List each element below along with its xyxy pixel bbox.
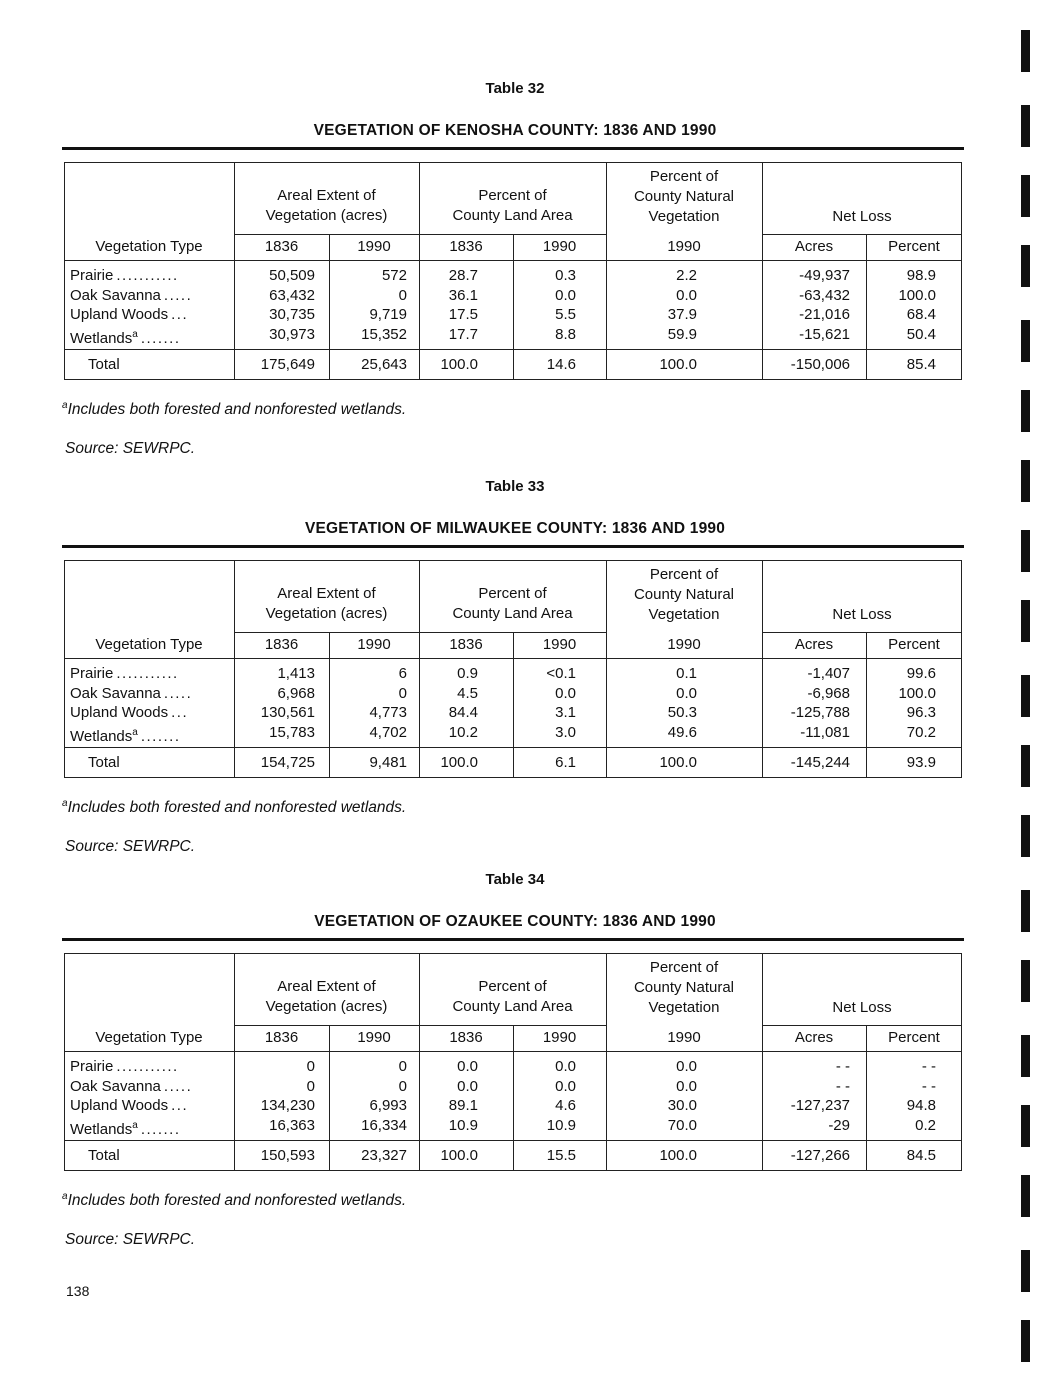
header-areal-extent: Areal Extent of bbox=[277, 187, 376, 204]
vegetation-type: Oak Savanna bbox=[70, 286, 161, 304]
net-loss-acres: -125,788 bbox=[790, 704, 850, 721]
row-label bbox=[70, 1077, 230, 1096]
row-label bbox=[70, 1116, 230, 1139]
vegetation-type: Oak Savanna bbox=[70, 684, 161, 702]
scan-margin-bar bbox=[1021, 390, 1030, 432]
header-percent-natural-county: County Natural bbox=[633, 979, 735, 996]
table-block bbox=[0, 478, 1058, 868]
net-loss-percent: - - bbox=[921, 1077, 936, 1095]
total-land-pct-1836: 100.0 bbox=[440, 356, 478, 373]
acres-1836: 30,735 bbox=[269, 306, 315, 323]
header-percent-natural-county: County Natural bbox=[633, 586, 735, 603]
header-percent-land: Percent of bbox=[478, 585, 547, 602]
natural-pct-1990: 0.0 bbox=[676, 1058, 697, 1075]
net-loss-acres: -15,621 bbox=[799, 325, 850, 343]
header-vegetation-type: Vegetation Type bbox=[95, 1029, 203, 1046]
net-loss-acres: -1,407 bbox=[807, 665, 850, 682]
header-acres: Acres bbox=[794, 636, 834, 653]
dot-leader: ........... bbox=[116, 267, 179, 284]
header-percent-natural: Percent of bbox=[649, 959, 719, 976]
net-loss-percent: 98.9 bbox=[906, 267, 936, 284]
land-pct-1990: 4.6 bbox=[555, 1097, 576, 1114]
header-year: 1990 bbox=[357, 636, 391, 653]
scan-margin-bar bbox=[1021, 30, 1030, 72]
header-year: 1836 bbox=[449, 636, 483, 653]
header-net-loss: Net Loss bbox=[832, 999, 892, 1016]
natural-pct-1990: 0.0 bbox=[676, 684, 697, 702]
footnote bbox=[62, 400, 406, 419]
scan-margin-bar bbox=[1021, 105, 1030, 147]
land-pct-1990: 5.5 bbox=[555, 306, 576, 323]
vegetation-type: Prairie bbox=[70, 665, 114, 682]
vegetation-type: Oak Savanna bbox=[70, 1077, 161, 1095]
header-year: 1836 bbox=[264, 636, 299, 653]
dot-leader: ....... bbox=[140, 727, 181, 745]
scan-margin-bar bbox=[1021, 1175, 1030, 1217]
group-header-line bbox=[234, 632, 606, 633]
acres-1836: 1,413 bbox=[277, 665, 315, 682]
header-vegetation-type: Vegetation Type bbox=[95, 238, 203, 255]
acres-1990: 0 bbox=[398, 684, 407, 702]
dot-leader: ... bbox=[171, 1097, 189, 1114]
header-year: 1990 bbox=[542, 636, 577, 653]
header-areal-extent: Areal Extent of bbox=[277, 978, 376, 995]
land-pct-1836: 0.9 bbox=[457, 665, 478, 682]
footnote-marker: a bbox=[62, 1191, 68, 1202]
group-header-line bbox=[762, 632, 962, 633]
footnote bbox=[62, 798, 406, 817]
header-year: 1990 bbox=[542, 238, 577, 255]
scan-margin-bar bbox=[1021, 320, 1030, 362]
total-acres-1836: 175,649 bbox=[260, 356, 315, 373]
land-pct-1836: 89.1 bbox=[448, 1097, 478, 1114]
header-year: 1990 bbox=[542, 1029, 577, 1046]
scan-margin-bar bbox=[1021, 1105, 1030, 1147]
net-loss-percent: 100.0 bbox=[898, 684, 936, 702]
natural-pct-1990: 2.2 bbox=[676, 267, 697, 284]
net-loss-percent: 99.6 bbox=[906, 665, 936, 682]
land-pct-1836: 10.9 bbox=[448, 1116, 478, 1134]
net-loss-percent: - - bbox=[921, 1058, 936, 1075]
total-net-loss-acres: -127,266 bbox=[790, 1147, 850, 1164]
natural-pct-1990: 0.0 bbox=[676, 286, 697, 304]
acres-1836: 15,783 bbox=[269, 723, 315, 741]
total-net-loss-acres: -150,006 bbox=[790, 356, 850, 373]
header-percent-natural-veg: Vegetation bbox=[648, 606, 720, 623]
total-land-pct-1836: 100.0 bbox=[440, 1147, 478, 1164]
land-pct-1836: 17.7 bbox=[448, 325, 478, 343]
header-percent-natural-veg: Vegetation bbox=[648, 999, 720, 1016]
land-pct-1836: 17.5 bbox=[448, 306, 478, 323]
scan-margin-bar bbox=[1021, 1320, 1030, 1362]
title-rule bbox=[62, 545, 964, 548]
natural-pct-1990: 50.3 bbox=[667, 704, 697, 721]
row-label bbox=[70, 664, 230, 683]
vegetation-type: Wetlands bbox=[70, 727, 133, 745]
dot-leader: ........... bbox=[116, 665, 179, 682]
table-caption: Table 34 bbox=[485, 871, 545, 888]
land-pct-1836: 10.2 bbox=[448, 723, 478, 741]
total-land-pct-1990: 15.5 bbox=[546, 1147, 576, 1164]
total-land-pct-1836: 100.0 bbox=[440, 754, 478, 771]
scan-margin-bar bbox=[1021, 530, 1030, 572]
acres-1836: 134,230 bbox=[260, 1097, 315, 1114]
land-pct-1836: 4.5 bbox=[457, 684, 478, 702]
net-loss-percent: 100.0 bbox=[898, 286, 936, 304]
net-loss-acres: -11,081 bbox=[800, 723, 850, 741]
dot-leader: ..... bbox=[163, 286, 193, 304]
net-loss-percent: 96.3 bbox=[906, 704, 936, 721]
scan-margin-bar bbox=[1021, 245, 1030, 287]
source-note: Source: SEWRPC. bbox=[65, 838, 196, 855]
acres-1836: 0 bbox=[306, 1077, 315, 1095]
land-pct-1990: 10.9 bbox=[546, 1116, 576, 1134]
row-label bbox=[70, 286, 230, 305]
acres-1836: 63,432 bbox=[269, 286, 315, 304]
land-pct-1990: 0.0 bbox=[555, 684, 576, 702]
header-areal-extent-unit: Vegetation (acres) bbox=[265, 207, 388, 224]
table-title: VEGETATION OF MILWAUKEE COUNTY: 1836 AND 1990 bbox=[304, 520, 726, 537]
natural-pct-1990: 49.6 bbox=[667, 723, 697, 741]
header-percent-natural: Percent of bbox=[649, 168, 719, 185]
dot-leader: ....... bbox=[140, 329, 181, 347]
dot-leader: ....... bbox=[140, 1120, 181, 1138]
land-pct-1990: 0.0 bbox=[555, 286, 576, 304]
footnote-marker: a bbox=[132, 726, 138, 738]
dot-leader: ..... bbox=[163, 684, 193, 702]
total-acres-1836: 150,593 bbox=[260, 1147, 315, 1164]
acres-1990: 572 bbox=[381, 267, 407, 284]
total-natural-pct: 100.0 bbox=[659, 754, 697, 771]
footnote-marker: a bbox=[132, 328, 138, 340]
scan-margin-bar bbox=[1021, 815, 1030, 857]
total-land-pct-1990: 14.6 bbox=[546, 356, 576, 373]
table-title: VEGETATION OF KENOSHA COUNTY: 1836 AND 1990 bbox=[313, 122, 717, 139]
footnote-marker: a bbox=[62, 400, 68, 411]
net-loss-acres: -63,432 bbox=[799, 286, 850, 304]
natural-pct-1990: 0.0 bbox=[676, 1077, 697, 1095]
row-label bbox=[70, 325, 230, 348]
net-loss-percent: 68.4 bbox=[906, 306, 936, 323]
header-year: 1990 bbox=[357, 238, 391, 255]
land-pct-1990: 0.3 bbox=[555, 267, 576, 284]
total-label: Total bbox=[88, 1147, 120, 1164]
vegetation-type: Upland Woods bbox=[70, 306, 169, 323]
source-note: Source: SEWRPC. bbox=[65, 440, 196, 457]
total-label: Total bbox=[88, 356, 120, 373]
natural-pct-1990: 37.9 bbox=[667, 306, 697, 323]
acres-1990: 6,993 bbox=[369, 1097, 407, 1114]
row-label bbox=[70, 266, 230, 285]
scan-margin-bar bbox=[1021, 600, 1030, 642]
land-pct-1836: 0.0 bbox=[457, 1077, 478, 1095]
table-caption: Table 33 bbox=[485, 478, 545, 495]
group-header-line bbox=[762, 1025, 962, 1026]
footnote bbox=[62, 1191, 406, 1210]
header-percent: Percent bbox=[888, 1029, 940, 1046]
land-pct-1990: 3.0 bbox=[555, 723, 576, 741]
land-pct-1990: 3.1 bbox=[555, 704, 576, 721]
header-areal-extent-unit: Vegetation (acres) bbox=[265, 605, 388, 622]
table-block bbox=[0, 871, 1058, 1261]
title-rule bbox=[62, 938, 964, 941]
header-year: 1990 bbox=[667, 1029, 701, 1046]
total-acres-1990: 9,481 bbox=[369, 754, 407, 771]
row-label bbox=[70, 703, 230, 722]
land-pct-1990: <0.1 bbox=[546, 665, 576, 682]
net-loss-percent: 70.2 bbox=[906, 723, 936, 741]
header-percent: Percent bbox=[888, 636, 940, 653]
header-percent-land: Percent of bbox=[478, 978, 547, 995]
footnote-text: Includes both forested and nonforested wetlands. bbox=[67, 401, 407, 418]
total-land-pct-1990: 6.1 bbox=[555, 754, 576, 771]
footnote-text: Includes both forested and nonforested wetlands. bbox=[67, 799, 407, 816]
vegetation-type: Wetlands bbox=[70, 1120, 133, 1138]
scan-margin-bar bbox=[1021, 745, 1030, 787]
header-year: 1990 bbox=[357, 1029, 391, 1046]
net-loss-percent: 50.4 bbox=[906, 325, 936, 343]
scan-margin-bar bbox=[1021, 960, 1030, 1002]
header-acres: Acres bbox=[794, 238, 834, 255]
vegetation-type: Prairie bbox=[70, 1058, 114, 1075]
total-net-loss-percent: 85.4 bbox=[906, 356, 936, 373]
header-percent-natural: Percent of bbox=[649, 566, 719, 583]
header-percent-land-area: County Land Area bbox=[452, 998, 573, 1015]
header-percent-natural-county: County Natural bbox=[633, 188, 735, 205]
total-label: Total bbox=[88, 754, 120, 771]
header-net-loss: Net Loss bbox=[832, 208, 892, 225]
net-loss-percent: 94.8 bbox=[906, 1097, 936, 1114]
row-label bbox=[70, 723, 230, 746]
dot-leader: ........... bbox=[116, 1058, 179, 1075]
acres-1990: 6 bbox=[398, 665, 407, 682]
natural-pct-1990: 59.9 bbox=[667, 325, 697, 343]
header-acres: Acres bbox=[794, 1029, 834, 1046]
row-label bbox=[70, 305, 230, 324]
header-percent-land: Percent of bbox=[478, 187, 547, 204]
table-block bbox=[0, 80, 1058, 470]
header-percent-natural-veg: Vegetation bbox=[648, 208, 720, 225]
total-acres-1990: 25,643 bbox=[361, 356, 407, 373]
net-loss-acres: -49,937 bbox=[799, 267, 850, 284]
header-percent-land-area: County Land Area bbox=[452, 207, 573, 224]
footnote-text: Includes both forested and nonforested wetlands. bbox=[67, 1192, 407, 1209]
vegetation-type: Prairie bbox=[70, 267, 114, 284]
dot-leader: ... bbox=[171, 704, 189, 721]
total-natural-pct: 100.0 bbox=[659, 356, 697, 373]
table-caption: Table 32 bbox=[485, 80, 545, 97]
acres-1990: 0 bbox=[398, 1077, 407, 1095]
header-year: 1836 bbox=[449, 238, 483, 255]
acres-1836: 6,968 bbox=[277, 684, 315, 702]
acres-1990: 4,773 bbox=[369, 704, 407, 721]
vegetation-type: Wetlands bbox=[70, 329, 133, 347]
total-acres-1990: 23,327 bbox=[361, 1147, 407, 1164]
header-vegetation-type: Vegetation Type bbox=[95, 636, 203, 653]
header-areal-extent-unit: Vegetation (acres) bbox=[265, 998, 388, 1015]
footnote-marker: a bbox=[132, 1119, 138, 1131]
acres-1990: 16,334 bbox=[361, 1116, 407, 1134]
acres-1990: 0 bbox=[398, 1058, 407, 1075]
acres-1836: 0 bbox=[306, 1058, 315, 1075]
net-loss-percent: 0.2 bbox=[915, 1116, 936, 1134]
vegetation-type: Upland Woods bbox=[70, 1097, 169, 1114]
total-natural-pct: 100.0 bbox=[659, 1147, 697, 1164]
natural-pct-1990: 70.0 bbox=[667, 1116, 697, 1134]
natural-pct-1990: 30.0 bbox=[667, 1097, 697, 1114]
net-loss-acres: -21,016 bbox=[799, 306, 850, 323]
row-label bbox=[70, 684, 230, 703]
header-percent-land-area: County Land Area bbox=[452, 605, 573, 622]
header-year: 1836 bbox=[449, 1029, 483, 1046]
header-areal-extent: Areal Extent of bbox=[277, 585, 376, 602]
scan-margin-bar bbox=[1021, 460, 1030, 502]
acres-1836: 50,509 bbox=[269, 267, 315, 284]
total-acres-1836: 154,725 bbox=[260, 754, 315, 771]
group-header-line bbox=[762, 234, 962, 235]
acres-1990: 4,702 bbox=[369, 723, 407, 741]
dot-leader: ..... bbox=[163, 1077, 193, 1095]
table-title: VEGETATION OF OZAUKEE COUNTY: 1836 AND 1990 bbox=[314, 913, 716, 930]
land-pct-1836: 28.7 bbox=[448, 267, 478, 284]
header-year: 1836 bbox=[264, 1029, 299, 1046]
scan-margin-bar bbox=[1021, 1250, 1030, 1292]
scan-margin-bar bbox=[1021, 175, 1030, 217]
acres-1990: 0 bbox=[398, 286, 407, 304]
row-label bbox=[70, 1057, 230, 1076]
header-year: 1990 bbox=[667, 636, 701, 653]
acres-1836: 130,561 bbox=[260, 704, 315, 721]
group-header-line bbox=[234, 1025, 606, 1026]
land-pct-1990: 8.8 bbox=[555, 325, 576, 343]
header-year: 1836 bbox=[264, 238, 299, 255]
header-net-loss: Net Loss bbox=[832, 606, 892, 623]
dot-leader: ... bbox=[171, 306, 189, 323]
land-pct-1836: 0.0 bbox=[457, 1058, 478, 1075]
group-header-line bbox=[234, 234, 606, 235]
page-number: 138 bbox=[66, 1283, 90, 1299]
source-note: Source: SEWRPC. bbox=[65, 1231, 196, 1248]
net-loss-acres: -127,237 bbox=[790, 1097, 850, 1114]
total-net-loss-percent: 84.5 bbox=[906, 1147, 936, 1164]
net-loss-acres: -29 bbox=[828, 1116, 850, 1134]
title-rule bbox=[62, 147, 964, 150]
vegetation-type: Upland Woods bbox=[70, 704, 169, 721]
net-loss-acres: - - bbox=[835, 1058, 850, 1075]
footnote-marker: a bbox=[62, 798, 68, 809]
acres-1836: 16,363 bbox=[269, 1116, 315, 1134]
net-loss-acres: - - bbox=[835, 1077, 850, 1095]
land-pct-1836: 84.4 bbox=[448, 704, 478, 721]
acres-1990: 15,352 bbox=[361, 325, 407, 343]
land-pct-1990: 0.0 bbox=[555, 1058, 576, 1075]
header-year: 1990 bbox=[667, 238, 701, 255]
scan-margin-bar bbox=[1021, 890, 1030, 932]
land-pct-1836: 36.1 bbox=[448, 286, 478, 304]
scan-margin-bar bbox=[1021, 1035, 1030, 1077]
land-pct-1990: 0.0 bbox=[555, 1077, 576, 1095]
acres-1990: 9,719 bbox=[369, 306, 407, 323]
scan-margin-bar bbox=[1021, 675, 1030, 717]
natural-pct-1990: 0.1 bbox=[676, 665, 697, 682]
acres-1836: 30,973 bbox=[269, 325, 315, 343]
total-net-loss-acres: -145,244 bbox=[790, 754, 850, 771]
net-loss-acres: -6,968 bbox=[807, 684, 850, 702]
header-percent: Percent bbox=[888, 238, 940, 255]
total-net-loss-percent: 93.9 bbox=[906, 754, 936, 771]
row-label bbox=[70, 1096, 230, 1115]
